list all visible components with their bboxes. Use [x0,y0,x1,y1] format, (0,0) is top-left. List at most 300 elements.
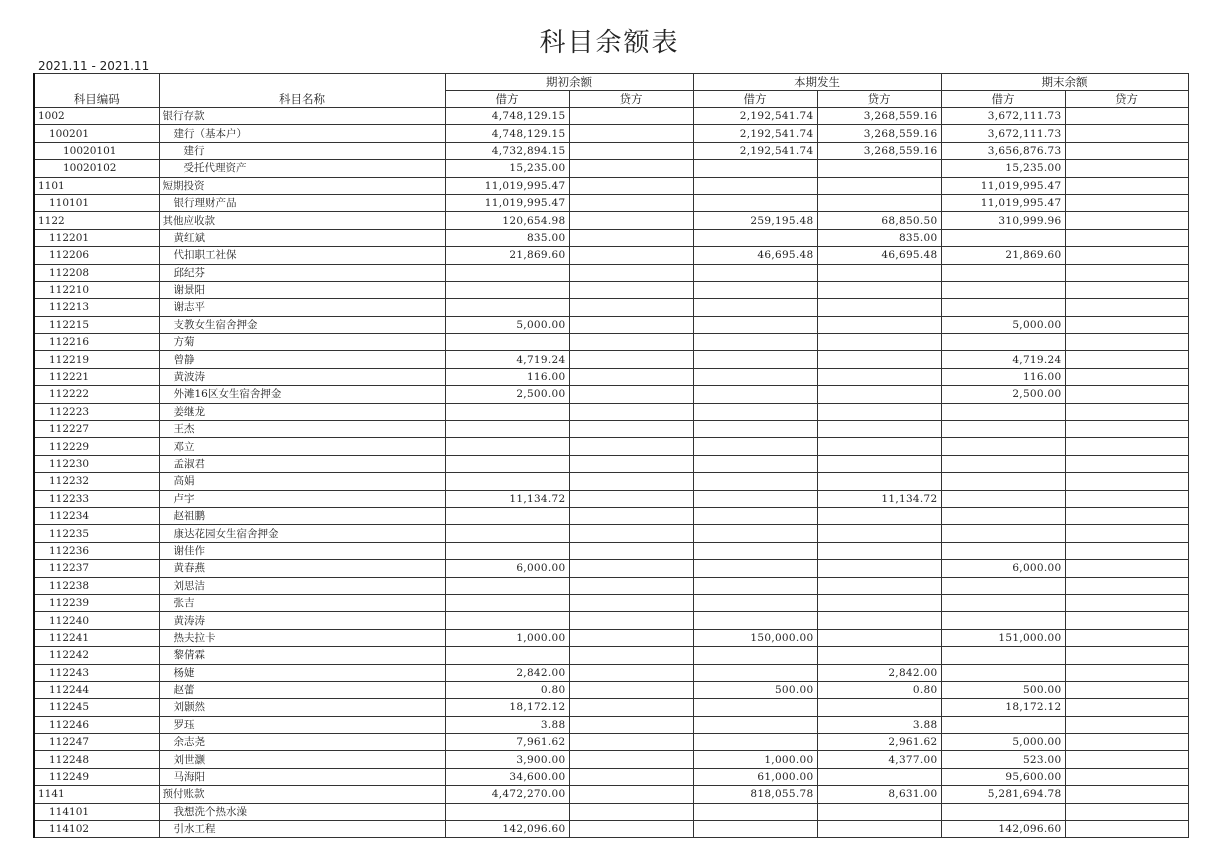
closing-credit [1065,264,1188,281]
account-name: 其他应收款 [159,212,445,229]
closing-debit: 142,096.60 [941,821,1065,838]
account-name: 黄波涛 [159,368,445,385]
current-debit [693,699,817,716]
table-row [34,716,1188,733]
table-row [34,160,1188,177]
closing-credit [1065,212,1188,229]
account-code: 112213 [34,299,159,316]
table-row [34,194,1188,211]
current-debit [693,316,817,333]
current-debit: 259,195.48 [693,212,817,229]
current-credit [817,594,941,611]
closing-credit [1065,421,1188,438]
table-row [34,351,1188,368]
table-row [34,264,1188,281]
closing-credit [1065,542,1188,559]
closing-debit [941,647,1065,664]
current-debit [693,577,817,594]
current-credit: 0.80 [817,681,941,698]
current-credit [817,351,941,368]
opening-credit [569,142,693,159]
current-credit [817,542,941,559]
col-name-header: 科目名称 [159,74,445,108]
current-debit [693,386,817,403]
opening-credit [569,803,693,820]
current-debit: 500.00 [693,681,817,698]
account-name: 银行理财产品 [159,194,445,211]
table-row [34,577,1188,594]
table-row [34,612,1188,629]
closing-credit [1065,194,1188,211]
opening-credit [569,594,693,611]
current-credit: 835.00 [817,229,941,246]
closing-debit: 15,235.00 [941,160,1065,177]
opening-credit [569,751,693,768]
current-credit: 2,961.62 [817,734,941,751]
closing-debit [941,612,1065,629]
opening-credit [569,299,693,316]
opening-debit: 4,719.24 [445,351,569,368]
account-code: 112234 [34,507,159,524]
opening-credit [569,629,693,646]
opening-credit [569,455,693,472]
current-credit [817,160,941,177]
opening-debit: 21,869.60 [445,247,569,264]
account-code: 112242 [34,647,159,664]
opening-debit: 0.80 [445,681,569,698]
opening-credit [569,647,693,664]
account-name: 热夫拉卡 [159,629,445,646]
account-name: 邓立 [159,438,445,455]
opening-debit: 4,748,129.15 [445,125,569,142]
closing-credit [1065,525,1188,542]
account-code: 114102 [34,821,159,838]
current-credit [817,281,941,298]
current-debit: 818,055.78 [693,786,817,803]
account-code: 112249 [34,768,159,785]
account-name: 短期投资 [159,177,445,194]
closing-debit [941,594,1065,611]
closing-credit [1065,403,1188,420]
account-name: 方菊 [159,334,445,351]
account-code: 112236 [34,542,159,559]
closing-credit [1065,612,1188,629]
account-code: 112219 [34,351,159,368]
closing-credit [1065,455,1188,472]
closing-debit [941,716,1065,733]
table-row [34,247,1188,264]
closing-debit: 3,672,111.73 [941,125,1065,142]
opening-credit [569,316,693,333]
account-code: 112238 [34,577,159,594]
closing-credit [1065,786,1188,803]
closing-debit: 3,672,111.73 [941,108,1065,125]
account-name: 张吉 [159,594,445,611]
closing-credit [1065,647,1188,664]
opening-debit: 7,961.62 [445,734,569,751]
table-row [34,560,1188,577]
opening-debit: 4,472,270.00 [445,786,569,803]
current-debit [693,664,817,681]
table-row [34,594,1188,611]
account-code: 10020102 [34,160,159,177]
closing-credit [1065,768,1188,785]
closing-credit [1065,386,1188,403]
opening-credit [569,438,693,455]
opening-debit [445,507,569,524]
account-code: 1141 [34,786,159,803]
closing-credit [1065,507,1188,524]
current-debit [693,177,817,194]
closing-debit: 523.00 [941,751,1065,768]
col-current-header: 本期发生 [693,74,941,91]
opening-credit [569,351,693,368]
opening-credit [569,734,693,751]
closing-debit [941,507,1065,524]
table-header [34,74,1188,108]
table-row [34,734,1188,751]
account-name: 姜继龙 [159,403,445,420]
opening-credit [569,525,693,542]
table-row [34,542,1188,559]
current-credit [817,803,941,820]
account-code: 112244 [34,681,159,698]
closing-credit [1065,716,1188,733]
current-credit [817,421,941,438]
current-debit [693,490,817,507]
col-closing-debit: 借方 [941,91,1065,108]
account-name: 谢佳作 [159,542,445,559]
current-debit [693,473,817,490]
col-opening-debit: 借方 [445,91,569,108]
table-row [34,768,1188,785]
closing-debit: 310,999.96 [941,212,1065,229]
account-code: 112240 [34,612,159,629]
closing-debit [941,542,1065,559]
current-debit [693,421,817,438]
opening-credit [569,177,693,194]
current-credit: 3,268,559.16 [817,125,941,142]
closing-credit [1065,125,1188,142]
closing-credit [1065,734,1188,751]
account-name: 罗珏 [159,716,445,733]
opening-debit: 142,096.60 [445,821,569,838]
current-debit [693,612,817,629]
current-debit: 1,000.00 [693,751,817,768]
closing-debit [941,438,1065,455]
account-code: 112245 [34,699,159,716]
closing-credit [1065,577,1188,594]
account-name: 代扣职工社保 [159,247,445,264]
closing-debit: 2,500.00 [941,386,1065,403]
opening-debit [445,403,569,420]
opening-debit [445,803,569,820]
current-debit [693,368,817,385]
current-debit [693,194,817,211]
account-code: 112243 [34,664,159,681]
opening-debit: 5,000.00 [445,316,569,333]
table-row [34,299,1188,316]
account-name: 建行 [159,142,445,159]
account-code: 112239 [34,594,159,611]
opening-credit [569,194,693,211]
account-code: 112208 [34,264,159,281]
opening-credit [569,403,693,420]
current-credit [817,525,941,542]
current-credit: 8,631.00 [817,786,941,803]
opening-debit: 6,000.00 [445,560,569,577]
current-debit: 2,192,541.74 [693,142,817,159]
table-body [34,108,1188,838]
closing-debit [941,525,1065,542]
opening-credit [569,821,693,838]
current-credit: 3,268,559.16 [817,142,941,159]
closing-debit: 4,719.24 [941,351,1065,368]
account-name: 受托代理资产 [159,160,445,177]
current-credit [817,438,941,455]
closing-debit [941,229,1065,246]
closing-credit [1065,177,1188,194]
opening-debit [445,542,569,559]
current-debit [693,560,817,577]
report-period: 2021.11 - 2021.11 [38,59,150,73]
closing-debit: 5,281,694.78 [941,786,1065,803]
account-name: 谢景阳 [159,281,445,298]
closing-debit [941,403,1065,420]
table-row [34,751,1188,768]
account-code: 112222 [34,386,159,403]
current-credit: 3,268,559.16 [817,108,941,125]
closing-debit: 95,600.00 [941,768,1065,785]
opening-debit [445,594,569,611]
table-row [34,455,1188,472]
account-code: 112232 [34,473,159,490]
table-row [34,629,1188,646]
current-debit: 61,000.00 [693,768,817,785]
account-name: 黄春燕 [159,560,445,577]
opening-debit: 3.88 [445,716,569,733]
closing-credit [1065,751,1188,768]
table-row [34,647,1188,664]
account-code: 1101 [34,177,159,194]
opening-debit: 11,134.72 [445,490,569,507]
account-code: 112235 [34,525,159,542]
opening-credit [569,542,693,559]
current-credit [817,507,941,524]
account-code: 112210 [34,281,159,298]
account-name: 刘思洁 [159,577,445,594]
table-row [34,681,1188,698]
closing-debit [941,264,1065,281]
table-row [34,177,1188,194]
closing-credit [1065,629,1188,646]
table-row [34,108,1188,125]
current-credit: 3.88 [817,716,941,733]
opening-debit: 18,172.12 [445,699,569,716]
closing-credit [1065,281,1188,298]
table-row [34,368,1188,385]
account-name: 卢宇 [159,490,445,507]
closing-credit [1065,681,1188,698]
table-row [34,421,1188,438]
closing-debit: 5,000.00 [941,316,1065,333]
report-title: 科目余额表 [539,28,680,58]
account-name: 杨婕 [159,664,445,681]
col-opening-credit: 贷方 [569,91,693,108]
account-code: 112230 [34,455,159,472]
current-credit [817,577,941,594]
account-name: 外滩16区女生宿舍押金 [159,386,445,403]
current-credit: 11,134.72 [817,490,941,507]
closing-debit: 116.00 [941,368,1065,385]
closing-credit [1065,160,1188,177]
opening-debit [445,438,569,455]
opening-credit [569,229,693,246]
opening-debit [445,473,569,490]
account-code: 112223 [34,403,159,420]
table-row [34,142,1188,159]
closing-debit: 11,019,995.47 [941,194,1065,211]
opening-credit [569,108,693,125]
account-name: 建行（基本户） [159,125,445,142]
account-code: 112215 [34,316,159,333]
closing-credit [1065,664,1188,681]
table-row [34,316,1188,333]
closing-debit: 500.00 [941,681,1065,698]
closing-credit [1065,316,1188,333]
opening-credit [569,334,693,351]
current-credit: 68,850.50 [817,212,941,229]
account-code: 112246 [34,716,159,733]
closing-credit [1065,247,1188,264]
closing-debit [941,334,1065,351]
closing-credit [1065,334,1188,351]
current-debit [693,647,817,664]
closing-credit [1065,299,1188,316]
opening-debit: 11,019,995.47 [445,177,569,194]
opening-debit: 2,842.00 [445,664,569,681]
current-debit [693,542,817,559]
opening-credit [569,768,693,785]
closing-credit [1065,821,1188,838]
table-row [34,281,1188,298]
closing-credit [1065,351,1188,368]
current-debit: 46,695.48 [693,247,817,264]
closing-credit [1065,438,1188,455]
account-name: 康达花园女生宿舍押金 [159,525,445,542]
account-name: 马海阳 [159,768,445,785]
account-name: 赵蕾 [159,681,445,698]
opening-debit: 4,748,129.15 [445,108,569,125]
closing-debit: 21,869.60 [941,247,1065,264]
opening-debit: 34,600.00 [445,768,569,785]
table-row [34,507,1188,524]
account-code: 1122 [34,212,159,229]
current-credit [817,334,941,351]
table-row [34,473,1188,490]
current-credit: 4,377.00 [817,751,941,768]
current-debit [693,594,817,611]
opening-debit: 835.00 [445,229,569,246]
account-code: 100201 [34,125,159,142]
closing-debit [941,577,1065,594]
table-row [34,525,1188,542]
opening-credit [569,212,693,229]
current-debit: 2,192,541.74 [693,125,817,142]
table-row [34,699,1188,716]
opening-debit [445,455,569,472]
col-closing-header: 期末余额 [941,74,1188,91]
account-code: 112216 [34,334,159,351]
account-code: 112206 [34,247,159,264]
current-credit [817,473,941,490]
opening-debit: 116.00 [445,368,569,385]
opening-debit [445,647,569,664]
opening-credit [569,125,693,142]
account-code: 10020101 [34,142,159,159]
account-code: 112201 [34,229,159,246]
table-row [34,403,1188,420]
current-credit [817,629,941,646]
current-debit [693,525,817,542]
col-current-credit: 贷方 [817,91,941,108]
opening-credit [569,681,693,698]
opening-credit [569,560,693,577]
table-row [34,664,1188,681]
current-debit [693,821,817,838]
closing-debit: 11,019,995.47 [941,177,1065,194]
account-code: 112227 [34,421,159,438]
closing-credit [1065,594,1188,611]
current-credit [817,403,941,420]
opening-credit [569,386,693,403]
account-code: 112247 [34,734,159,751]
closing-debit [941,473,1065,490]
current-debit [693,281,817,298]
account-code: 114101 [34,803,159,820]
table-row [34,438,1188,455]
account-name: 王杰 [159,421,445,438]
opening-debit [445,612,569,629]
opening-debit [445,264,569,281]
current-credit [817,264,941,281]
opening-debit: 3,900.00 [445,751,569,768]
current-debit [693,351,817,368]
account-name: 银行存款 [159,108,445,125]
closing-debit [941,490,1065,507]
account-code: 112233 [34,490,159,507]
current-credit [817,386,941,403]
closing-debit [941,455,1065,472]
opening-debit: 11,019,995.47 [445,194,569,211]
closing-debit: 6,000.00 [941,560,1065,577]
col-closing-credit: 贷方 [1065,91,1188,108]
account-code: 112237 [34,560,159,577]
closing-credit [1065,142,1188,159]
account-code: 112229 [34,438,159,455]
current-debit [693,455,817,472]
opening-debit [445,525,569,542]
opening-debit [445,281,569,298]
closing-credit [1065,699,1188,716]
opening-debit: 2,500.00 [445,386,569,403]
opening-debit [445,334,569,351]
balance-table [33,73,1189,838]
account-name: 余志尧 [159,734,445,751]
current-debit [693,438,817,455]
col-code-header: 科目编码 [34,74,159,108]
account-code: 110101 [34,194,159,211]
